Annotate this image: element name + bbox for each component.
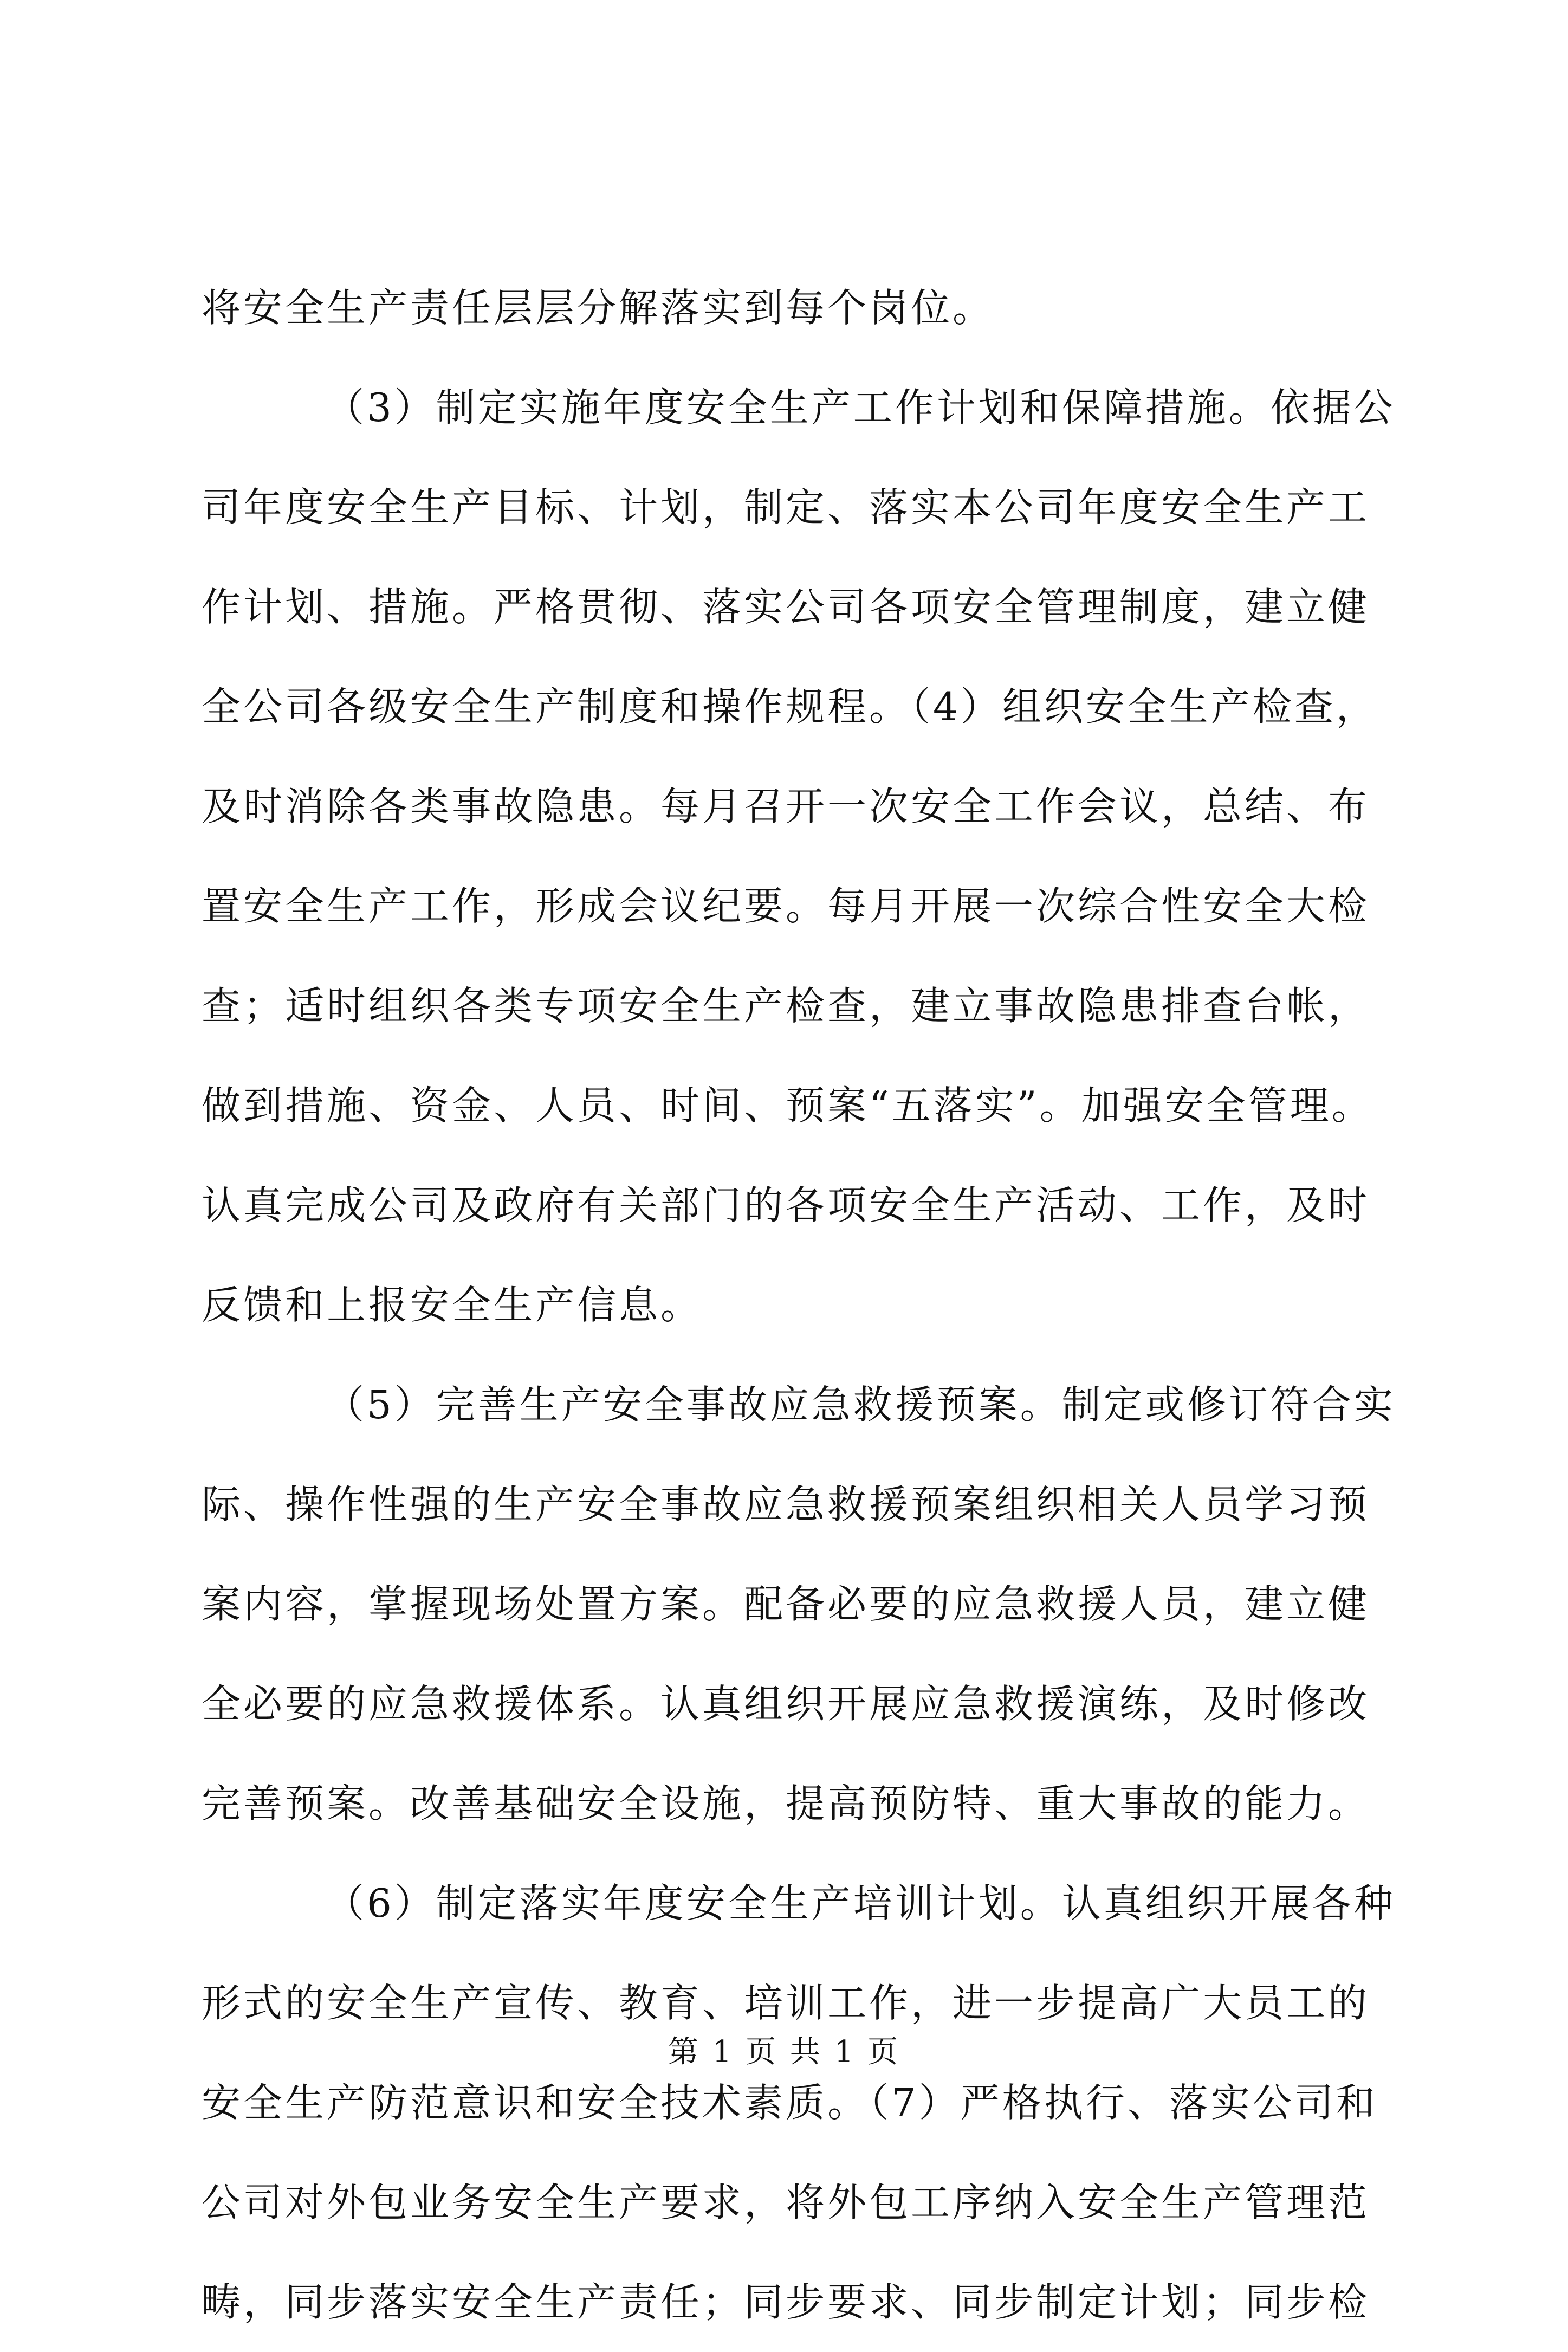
text-line: （3）制定实施年度安全生产工作计划和保障措施。依据公 bbox=[325, 385, 1396, 430]
text-line: 完善预案。改善基础安全设施，提高预防特、重大事故的能力。 bbox=[202, 1781, 1370, 1826]
text-line: 查；适时组织各类专项安全生产检查，建立事故隐患排查台帐， bbox=[202, 983, 1370, 1029]
text-line: 置安全生产工作，形成会议纪要。每月开展一次综合性安全大检 bbox=[202, 883, 1370, 929]
text-line: 反馈和上报安全生产信息。 bbox=[202, 1282, 703, 1328]
text-line: 畴，同步落实安全生产责任；同步要求、同步制定计划；同步检 bbox=[202, 2279, 1370, 2325]
text-line: （6）制定落实年度安全生产培训计划。认真组织开展各种 bbox=[325, 1881, 1396, 1926]
text-line: 全必要的应急救援体系。认真组织开展应急救援演练，及时修改 bbox=[202, 1681, 1370, 1727]
text-line: 作计划、措施。严格贯彻、落实公司各项安全管理制度，建立健 bbox=[202, 584, 1370, 630]
text-line: 司年度安全生产目标、计划，制定、落实本公司年度安全生产工 bbox=[202, 484, 1370, 530]
text-line: 认真完成公司及政府有关部门的各项安全生产活动、工作，及时 bbox=[202, 1183, 1370, 1228]
text-line: 将安全生产责任层层分解落实到每个岗位。 bbox=[202, 285, 995, 331]
text-line: 全公司各级安全生产制度和操作规程。（4）组织安全生产检查， bbox=[202, 684, 1378, 729]
text-line: 及时消除各类事故隐患。每月召开一次安全工作会议，总结、布 bbox=[202, 784, 1370, 829]
text-line: （5）完善生产安全事故应急救援预案。制定或修订符合实 bbox=[325, 1382, 1396, 1427]
page-footer: 第 1 页 共 1 页 bbox=[668, 2034, 900, 2070]
text-line: 案内容，掌握现场处置方案。配备必要的应急救援人员，建立健 bbox=[202, 1581, 1370, 1627]
text-line: 际、操作性强的生产安全事故应急救援预案组织相关人员学习预 bbox=[202, 1482, 1370, 1527]
text-line: 公司对外包业务安全生产要求，将外包工序纳入安全生产管理范 bbox=[202, 2180, 1370, 2225]
text-line: 做到措施、资金、人员、时间、预案“五落实”。加强安全管理。 bbox=[202, 1083, 1373, 1128]
text-line: 形式的安全生产宣传、教育、培训工作，进一步提高广大员工的 bbox=[202, 1980, 1370, 2026]
text-line: 安全生产防范意识和安全技术素质。（7）严格执行、落实公司和 bbox=[202, 2080, 1378, 2125]
